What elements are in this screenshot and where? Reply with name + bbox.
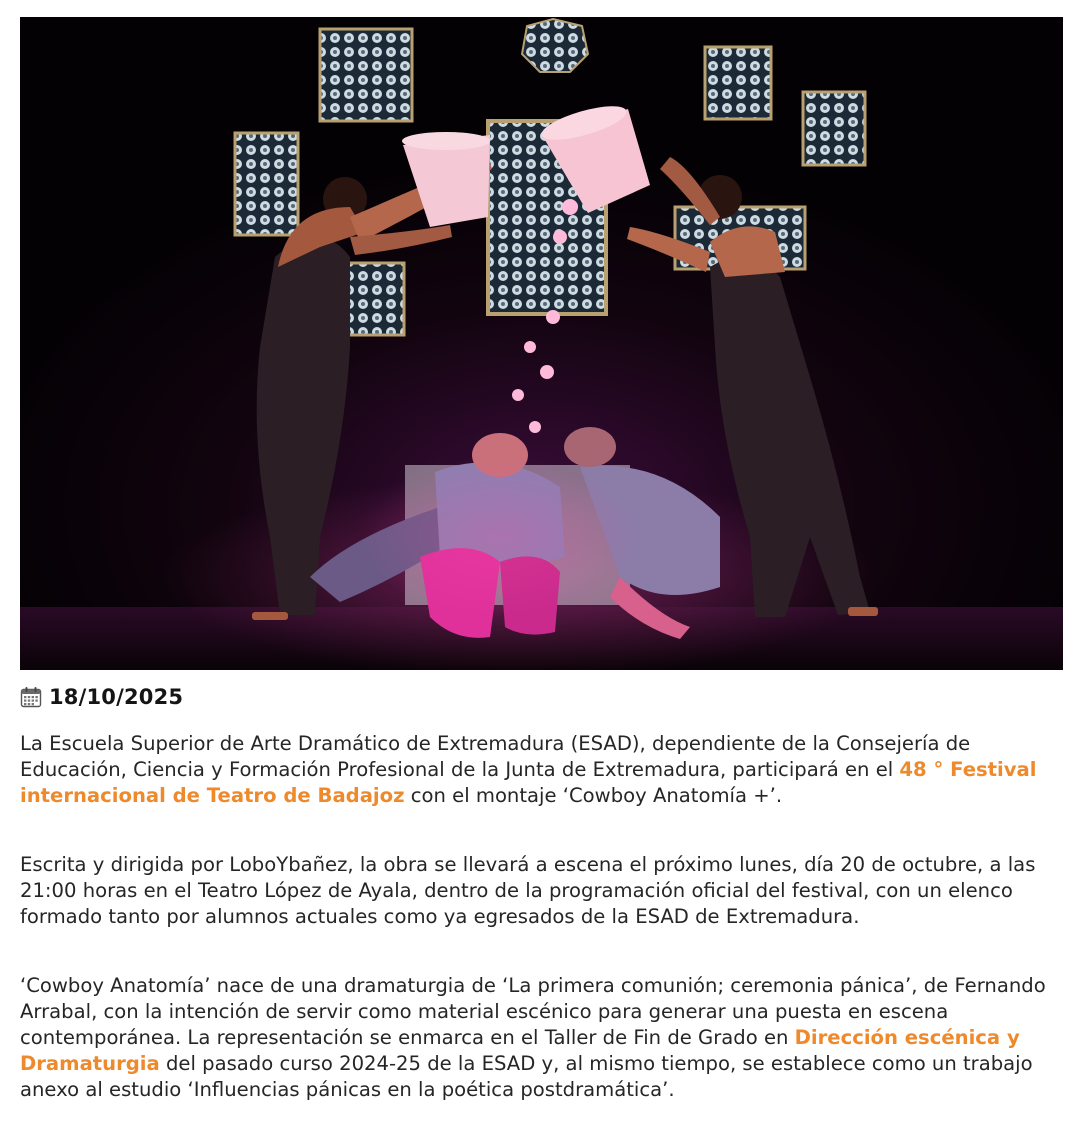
- date-text: 18/10/2025: [49, 685, 184, 709]
- paragraph-1: [20, 731, 1065, 809]
- calendar-icon: [20, 686, 42, 708]
- article-body: [20, 731, 1065, 1103]
- paragraph-3: [20, 973, 1065, 1103]
- festival-link[interactable]: 48 ° Festival internacional de Teatro de Badajoz: [20, 758, 1037, 807]
- paragraph-1-text-b: con el montaje ‘Cowboy Anatomía +’.: [404, 784, 783, 807]
- paragraph-3-text-b: del pasado curso 2024-25 de la ESAD y, al mismo tiempo, se establece como un trabajo anexo al estudio ‘Influencias pánicas en la poética postdramática’.: [20, 1052, 1033, 1101]
- post-date: [20, 683, 183, 711]
- paragraph-2: Escrita y dirigida por LoboYbañez, la obra se llevará a escena el próximo lunes, día 20 de octubre, a las 21:00 horas en el Teatro López de Ayala, dentro de la programación oficial del festival, con un elenco formado tanto por alumnos actuales como ya egresados de la ESAD de Extremadura.: [20, 853, 1036, 928]
- hero-photo: [20, 17, 1063, 670]
- paragraph-3-text-a: ‘Cowboy Anatomía’ nace de una dramaturgia de ‘La primera comunión; ceremonia pánica’, de Fernando Arrabal, con la intención de servir como material escénico para generar una puesta en escena contemporánea. La representación se enmarca en el Taller de Fin de Grado en: [20, 974, 1046, 1049]
- stage-scene: [20, 17, 1063, 670]
- direccion-escenica-link[interactable]: Dirección escénica y Dramaturgia: [20, 1026, 1020, 1075]
- paragraph-1-text-a: La Escuela Superior de Arte Dramático de Extremadura (ESAD), dependiente de la Consejería de Educación, Ciencia y Formación Profesional de la Junta de Extremadura, participará en el: [20, 732, 971, 781]
